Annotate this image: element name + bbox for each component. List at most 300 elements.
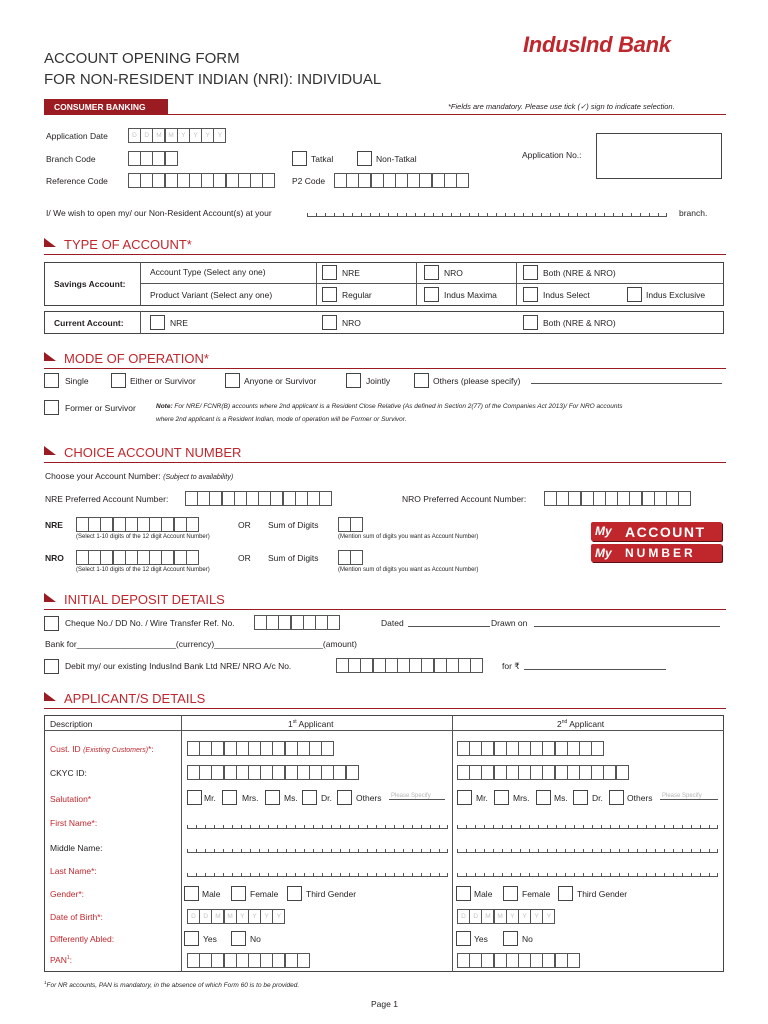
input-cell[interactable]: Y [518,909,531,924]
input-cell[interactable] [494,953,507,968]
input-cell[interactable] [360,658,373,673]
input-cell[interactable] [152,173,165,188]
char-slot [511,873,520,876]
current-nre-checkbox[interactable] [150,315,165,330]
input-cell[interactable] [209,491,222,506]
input-cell[interactable] [152,151,165,166]
input-cell[interactable] [432,173,445,188]
indus-select-checkbox[interactable] [523,287,538,302]
input-cell[interactable] [603,765,616,780]
dated-line[interactable] [408,626,490,627]
input-cell[interactable]: Y [260,909,273,924]
first-applicant-last-name[interactable] [187,867,448,877]
input-cell[interactable]: M [211,909,224,924]
input-cell[interactable] [518,741,531,756]
input-cell[interactable] [321,741,334,756]
input-cell[interactable] [149,550,162,565]
debit-account-cells[interactable] [336,658,482,673]
input-cell[interactable] [140,173,153,188]
first-male-checkbox[interactable] [184,886,199,901]
second-others-label: Others [627,793,653,803]
former-or-survivor-checkbox[interactable] [44,400,59,415]
input-cell[interactable] [567,741,580,756]
second-yes-checkbox[interactable] [456,931,471,946]
input-cell[interactable] [254,615,267,630]
input-cell[interactable] [309,765,322,780]
first-applicant-first-name[interactable] [187,819,448,829]
input-cell[interactable] [407,173,420,188]
input-cell[interactable]: D [199,909,212,924]
input-cell[interactable] [272,765,285,780]
either-or-survivor-checkbox[interactable] [111,373,126,388]
input-cell[interactable] [224,741,237,756]
indus-select-label: Indus Select [543,290,590,300]
input-cell[interactable] [319,491,332,506]
choice-nre-cells[interactable] [76,517,198,532]
input-cell[interactable] [303,615,316,630]
second-please-specify[interactable]: Please Specify [660,793,718,800]
input-cell[interactable] [199,953,212,968]
first-no-checkbox[interactable] [231,931,246,946]
input-cell[interactable] [236,953,249,968]
input-cell[interactable] [605,491,618,506]
input-cell[interactable]: Y [248,909,261,924]
input-cell[interactable]: M [152,128,165,143]
input-cell[interactable] [397,658,410,673]
input-cell[interactable] [307,491,320,506]
input-cell[interactable] [128,151,141,166]
input-cell[interactable] [297,953,310,968]
input-cell[interactable] [226,173,239,188]
footnote [44,980,299,989]
input-cell[interactable] [186,550,199,565]
drawn-on-line[interactable] [534,626,720,627]
input-cell[interactable] [556,491,569,506]
input-cell[interactable]: Y [201,128,214,143]
input-cell[interactable] [518,953,531,968]
input-cell[interactable] [327,615,340,630]
char-slot [619,873,628,876]
input-cell[interactable] [530,765,543,780]
indus-exclusive-checkbox[interactable] [627,287,642,302]
first-pan-cells[interactable] [187,953,309,968]
second-ms-checkbox[interactable] [536,790,551,805]
char-slot [370,213,379,216]
input-cell[interactable]: Y [506,909,519,924]
input-cell[interactable] [250,173,263,188]
input-cell[interactable] [434,658,447,673]
input-cell[interactable] [542,953,555,968]
mode-note [156,403,623,410]
input-cell[interactable] [567,953,580,968]
second-pan-cells[interactable] [457,953,579,968]
input-cell[interactable] [617,491,630,506]
second-third-gender-checkbox[interactable] [558,886,573,901]
input-cell[interactable] [137,517,150,532]
input-cell[interactable] [272,953,285,968]
others-checkbox[interactable] [414,373,429,388]
input-cell[interactable] [506,765,519,780]
single-checkbox[interactable] [44,373,59,388]
input-cell[interactable] [234,491,247,506]
first-dob-cells[interactable] [187,909,285,924]
non-tatkal-checkbox[interactable] [357,151,372,166]
input-cell[interactable] [506,741,519,756]
input-cell[interactable] [291,615,304,630]
input-cell[interactable] [481,741,494,756]
cheque-number-cells[interactable] [254,615,339,630]
input-cell[interactable] [555,741,568,756]
char-slot [241,849,250,852]
input-cell[interactable] [297,765,310,780]
input-cell[interactable] [211,741,224,756]
input-cell[interactable] [458,658,471,673]
input-cell[interactable] [591,741,604,756]
input-cell[interactable] [113,550,126,565]
input-cell[interactable] [260,953,273,968]
application-date-cells[interactable] [128,128,226,143]
first-yes-checkbox[interactable] [184,931,199,946]
input-cell[interactable] [385,658,398,673]
input-cell[interactable] [297,741,310,756]
second-male-checkbox[interactable] [456,886,471,901]
input-cell[interactable]: M [481,909,494,924]
input-cell[interactable] [248,741,261,756]
input-cell[interactable] [579,741,592,756]
second-mrs-checkbox[interactable] [494,790,509,805]
input-cell[interactable] [258,491,271,506]
input-cell[interactable] [348,658,361,673]
first-ms-checkbox[interactable] [265,790,280,805]
others-specify-line[interactable] [531,383,722,384]
input-cell[interactable] [238,173,251,188]
input-cell[interactable] [457,765,470,780]
char-slot [403,825,412,828]
input-cell[interactable] [149,517,162,532]
input-cell[interactable] [161,517,174,532]
input-cell[interactable] [197,491,210,506]
second-dob-cells[interactable] [457,909,555,924]
input-cell[interactable] [456,173,469,188]
input-cell[interactable] [494,765,507,780]
input-cell[interactable] [187,741,200,756]
input-cell[interactable] [542,765,555,780]
input-cell[interactable] [642,491,655,506]
input-cell[interactable] [236,741,249,756]
input-cell[interactable] [165,173,178,188]
input-cell[interactable] [189,173,202,188]
input-cell[interactable] [373,658,386,673]
first-mrs-checkbox[interactable] [222,790,237,805]
input-cell[interactable] [616,765,629,780]
char-slot [223,873,232,876]
regular-checkbox[interactable] [322,287,337,302]
branch-code-cells[interactable] [128,151,177,166]
input-cell[interactable] [88,550,101,565]
input-cell[interactable] [128,173,141,188]
input-cell[interactable] [666,491,679,506]
savings-both-checkbox[interactable] [523,265,538,280]
input-cell[interactable] [444,173,457,188]
input-cell[interactable] [165,151,178,166]
char-slot [565,873,574,876]
input-cell[interactable] [481,765,494,780]
first-others-checkbox[interactable] [337,790,352,805]
second-ckyc-cells[interactable] [457,765,628,780]
amount-line[interactable] [524,669,666,670]
first-female-label: Female [250,889,279,899]
input-cell[interactable] [629,491,642,506]
input-cell[interactable] [295,491,308,506]
char-slot [583,825,592,828]
second-applicant-first-name[interactable] [457,819,718,829]
input-cell[interactable] [333,765,346,780]
savings-nre-checkbox[interactable] [322,265,337,280]
input-cell[interactable] [266,615,279,630]
input-cell[interactable] [260,765,273,780]
second-cust-id-cells[interactable] [457,741,603,756]
input-cell[interactable]: Y [530,909,543,924]
input-cell[interactable] [579,765,592,780]
nre-preferred-label: NRE Preferred Account Number: [45,494,169,504]
input-cell[interactable] [174,517,187,532]
input-cell[interactable] [494,741,507,756]
input-cell[interactable] [542,741,555,756]
input-cell[interactable] [185,491,198,506]
input-cell[interactable]: M [165,128,178,143]
input-cell[interactable] [88,517,101,532]
input-cell[interactable] [285,953,298,968]
input-cell[interactable] [346,173,359,188]
input-cell[interactable] [224,953,237,968]
input-cell[interactable] [581,491,594,506]
input-cell[interactable] [285,765,298,780]
input-cell[interactable]: Y [177,128,190,143]
char-slot [433,213,442,216]
input-cell[interactable] [187,953,200,968]
input-cell[interactable]: Y [189,128,202,143]
debit-checkbox[interactable] [44,659,59,674]
input-cell[interactable] [283,491,296,506]
input-cell[interactable]: D [187,909,200,924]
char-slot [388,213,397,216]
char-slot [574,873,583,876]
input-cell[interactable] [201,173,214,188]
input-cell[interactable] [199,741,212,756]
input-cell[interactable] [76,550,89,565]
nre-preferred-cells[interactable] [185,491,331,506]
input-cell[interactable] [177,173,190,188]
input-cell[interactable] [211,765,224,780]
second-female-label: Female [522,889,551,899]
input-cell[interactable] [161,550,174,565]
input-cell[interactable] [236,765,249,780]
char-slot [376,825,385,828]
input-cell[interactable] [100,517,113,532]
input-cell[interactable] [334,173,347,188]
differently-abled-label: Differently Abled: [50,934,115,944]
input-cell[interactable]: Y [213,128,226,143]
input-cell[interactable]: Y [272,909,285,924]
char-slot [259,873,268,876]
input-cell[interactable] [593,491,606,506]
input-cell[interactable] [224,765,237,780]
jointly-checkbox[interactable] [346,373,361,388]
indus-maxima-checkbox[interactable] [424,287,439,302]
char-slot [592,825,601,828]
input-cell[interactable] [469,765,482,780]
input-cell[interactable] [409,658,422,673]
first-cust-id-cells[interactable] [187,741,333,756]
input-cell[interactable]: D [140,128,153,143]
input-cell[interactable]: M [224,909,237,924]
input-cell[interactable] [457,741,470,756]
input-cell[interactable] [222,491,235,506]
second-applicant-middle-name[interactable] [457,843,718,853]
input-cell[interactable] [174,550,187,565]
char-slot [658,213,667,216]
input-cell[interactable] [678,491,691,506]
cust-id-star: *: [148,744,154,754]
input-cell[interactable] [113,517,126,532]
input-cell[interactable] [338,517,351,532]
input-cell[interactable] [125,517,138,532]
first-please-specify[interactable]: Please Specify [389,793,445,800]
second-dr-checkbox[interactable] [573,790,588,805]
input-cell[interactable] [186,517,199,532]
input-cell[interactable] [530,741,543,756]
choice-nro-sum-cells[interactable] [338,550,362,565]
first-ckyc-cells[interactable] [187,765,358,780]
choice-nre-sum-cells[interactable] [338,517,362,532]
input-cell[interactable] [248,765,261,780]
input-cell[interactable] [278,615,291,630]
input-cell[interactable] [568,491,581,506]
input-cell[interactable] [530,953,543,968]
input-cell[interactable] [272,741,285,756]
current-nro-checkbox[interactable] [322,315,337,330]
input-cell[interactable] [211,953,224,968]
second-mr-checkbox[interactable] [457,790,472,805]
input-cell[interactable]: Y [542,909,555,924]
input-cell[interactable] [395,173,408,188]
p2-code-cells[interactable] [334,173,468,188]
input-cell[interactable]: D [457,909,470,924]
anyone-or-survivor-checkbox[interactable] [225,373,240,388]
first-dr-checkbox[interactable] [302,790,317,805]
input-cell[interactable] [321,765,334,780]
input-cell[interactable] [338,550,351,565]
mode-note-line2: where 2nd applicant is a Resident Indian, mode of operation will be Former or Survivor. [156,416,407,423]
input-cell[interactable] [469,741,482,756]
char-slot [232,849,241,852]
input-cell[interactable] [481,953,494,968]
input-cell[interactable] [262,173,275,188]
input-cell[interactable] [350,550,363,565]
form-title-line2: FOR NON-RESIDENT INDIAN (NRI): INDIVIDUAL [44,71,382,88]
input-cell[interactable] [336,658,349,673]
input-cell[interactable] [654,491,667,506]
input-cell[interactable] [270,491,283,506]
input-cell[interactable]: M [494,909,507,924]
input-cell[interactable] [213,173,226,188]
input-cell[interactable]: D [128,128,141,143]
input-cell[interactable] [246,491,259,506]
second-applicant-last-name[interactable] [457,867,718,877]
input-cell[interactable] [350,517,363,532]
input-cell[interactable] [457,953,470,968]
input-cell[interactable] [76,517,89,532]
input-cell[interactable] [518,765,531,780]
for-rupee-label: for ₹ [502,661,520,671]
input-cell[interactable] [137,550,150,565]
input-cell[interactable] [469,953,482,968]
input-cell[interactable]: D [469,909,482,924]
current-both-checkbox[interactable] [523,315,538,330]
input-cell[interactable] [260,741,273,756]
second-others-checkbox[interactable] [609,790,624,805]
input-cell[interactable] [383,173,396,188]
input-cell[interactable] [421,658,434,673]
input-cell[interactable] [125,550,138,565]
input-cell[interactable] [315,615,328,630]
first-female-checkbox[interactable] [231,886,246,901]
second-no-checkbox[interactable] [503,931,518,946]
input-cell[interactable] [199,765,212,780]
single-label: Single [65,376,89,386]
input-cell[interactable] [309,741,322,756]
char-slot [493,849,502,852]
input-cell[interactable] [285,741,298,756]
applicants-rule [44,708,726,709]
first-applicant-middle-name[interactable] [187,843,448,853]
input-cell[interactable]: Y [236,909,249,924]
nro-preferred-cells[interactable] [544,491,690,506]
second-female-checkbox[interactable] [503,886,518,901]
first-third-gender-checkbox[interactable] [287,886,302,901]
input-cell[interactable] [555,765,568,780]
choice-nro-cells[interactable] [76,550,198,565]
input-cell[interactable] [100,550,113,565]
input-cell[interactable] [446,658,459,673]
cheque-checkbox[interactable] [44,616,59,631]
input-cell[interactable] [371,173,384,188]
input-cell[interactable] [248,953,261,968]
char-slot [493,873,502,876]
input-cell[interactable] [567,765,580,780]
input-cell[interactable] [591,765,604,780]
form-title-line1: ACCOUNT OPENING FORM [44,50,240,67]
char-slot [241,825,250,828]
input-cell[interactable] [419,173,432,188]
input-cell[interactable] [470,658,483,673]
input-cell[interactable] [346,765,359,780]
input-cell[interactable] [358,173,371,188]
savings-nro-checkbox[interactable] [424,265,439,280]
input-cell[interactable] [140,151,153,166]
input-cell[interactable] [506,953,519,968]
branch-name-field[interactable] [307,207,667,217]
input-cell[interactable] [544,491,557,506]
input-cell[interactable] [555,953,568,968]
char-slot [331,873,340,876]
input-cell[interactable] [187,765,200,780]
application-no-box[interactable] [596,133,722,179]
char-slot [496,213,505,216]
first-mr-checkbox[interactable] [187,790,202,805]
tatkal-checkbox[interactable] [292,151,307,166]
reference-code-cells[interactable] [128,173,274,188]
